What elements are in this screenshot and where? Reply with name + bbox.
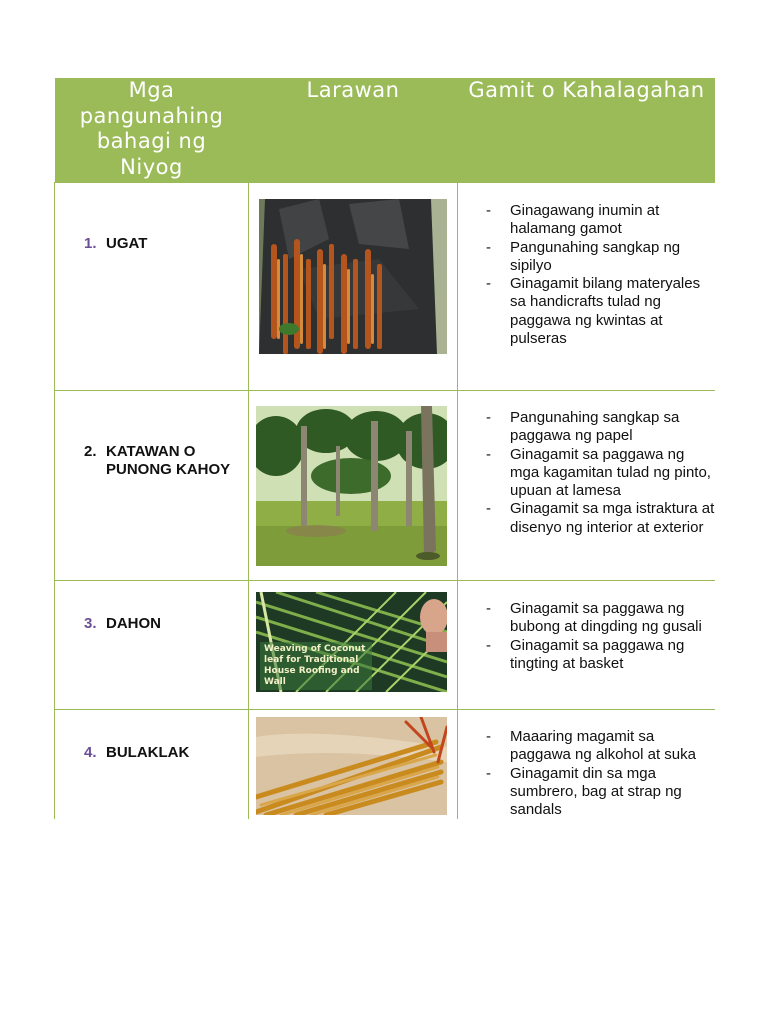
list-item: - Pangunahing sangkap ng sipilyo [486, 239, 715, 276]
picture-cell [249, 710, 458, 820]
list-item: - Pangunahing sangkap sa paggawa ng papel [486, 409, 715, 446]
plantation-illustration [256, 406, 447, 566]
coconut-parts-table [54, 78, 715, 819]
part-name: DAHON [106, 615, 161, 632]
uses-list [458, 202, 715, 348]
table-header-row [55, 78, 716, 183]
coconut-parts-table-container [54, 78, 715, 819]
part-number: 2. [84, 443, 97, 460]
part-label [55, 235, 248, 253]
part-label [55, 744, 248, 762]
uses-cell [458, 581, 716, 710]
part-label [55, 443, 248, 479]
part-number: 3. [84, 615, 97, 632]
header-picture: Larawan [249, 78, 458, 183]
table-row [55, 391, 716, 581]
coconut-flower-photo [256, 717, 447, 815]
part-cell [55, 581, 249, 710]
coconut-roots-photo [259, 199, 447, 354]
list-item: - Ginagamit din sa mga sumbrero, bag at strap ng sandals [486, 765, 715, 819]
picture-cell [249, 391, 458, 581]
uses-cell [458, 391, 716, 581]
list-item: - Ginagamit sa paggawa ng bubong at dingding ng gusali [486, 600, 715, 637]
part-cell [55, 391, 249, 581]
part-name: BULAKLAK [106, 744, 190, 761]
part-cell [55, 183, 249, 391]
list-item: - Maaaring magamit sa paggawa ng alkohol at suka [486, 728, 715, 765]
flower-illustration [256, 717, 447, 815]
list-item: - Ginagawang inumin at halamang gamot [486, 202, 715, 239]
uses-list [458, 600, 715, 673]
uses-cell [458, 183, 716, 391]
uses-list [458, 728, 715, 819]
header-uses: Gamit o Kahalagahan [458, 78, 716, 183]
part-number: 4. [84, 744, 97, 761]
part-name: UGAT [106, 235, 148, 252]
list-item: - Ginagamit sa paggawa ng tingting at basket [486, 637, 715, 674]
coconut-trunk-plantation-photo [256, 406, 447, 566]
picture-cell [249, 581, 458, 710]
table-row [55, 710, 716, 820]
table-row [55, 183, 716, 391]
table-row [55, 581, 716, 710]
image-caption: Weaving of Coconut leaf for Traditional House Roofing and Wall [260, 642, 372, 690]
list-item: - Ginagamit sa mga istraktura at disenyo ng interior at exterior [486, 500, 715, 537]
part-number: 1. [84, 235, 97, 252]
roots-illustration [259, 199, 447, 354]
part-name: KATAWAN O PUNONG KAHOY [106, 443, 231, 478]
part-label [55, 615, 248, 633]
header-parts: Mga pangunahing bahagi ng Niyog [55, 78, 249, 183]
list-item: - Ginagamit sa paggawa ng mga kagamitan tulad ng pinto, upuan at lamesa [486, 446, 715, 501]
part-cell [55, 710, 249, 820]
uses-cell [458, 710, 716, 820]
picture-cell [249, 183, 458, 391]
uses-list [458, 409, 715, 537]
list-item: - Ginagamit bilang materyales sa handicrafts tulad ng paggawa ng kwintas at pulseras [486, 275, 715, 348]
coconut-leaf-weaving-photo [256, 592, 447, 692]
